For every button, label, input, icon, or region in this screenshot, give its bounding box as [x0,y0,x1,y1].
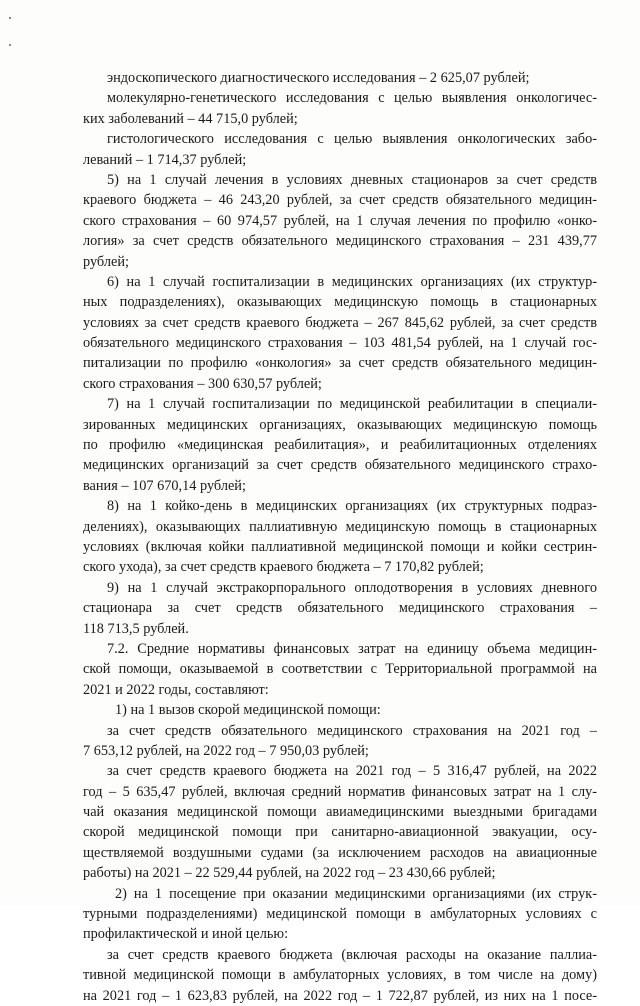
text-line: за счет средств краевого бюджета (включая расходы на оказание паллиа- [107,946,597,963]
text-line: ных подразделениях), оказывающих медицинскую помощь в стационарных [83,294,597,311]
text-line: за счет средств обязательного медицинского страхования на 2021 год – [107,722,597,739]
text-line: гистологического исследования с целью выявления онкологических забо- [107,131,597,148]
text-line: чай оказания медицинской помощи авиамедицинскими выездными бригадами [83,804,597,821]
text-line: молекулярно-генетического исследования с целью выявления онкологичес- [107,90,597,107]
scan-speck [9,44,11,46]
text-line: профилактической и иной целью: [83,926,289,943]
text-line: медицинских организаций за счет средств обязательного медицинского страхо- [83,457,597,474]
scan-speck [9,17,11,19]
text-line: 118 713,5 рублей. [83,620,189,637]
text-line: обязательного медицинского страхования – 103 481,54 рублей, на 1 случай гос- [83,335,597,352]
text-line: рублей; [83,253,129,270]
text-line: турными подразделениями) медицинской помощи в амбулаторных условиях с [83,906,597,923]
text-line: 6) на 1 случай госпитализации в медицинских организациях (их структур- [107,273,597,290]
text-line: скорой медицинской помощи при санитарно-авиационной эвакуации, осу- [83,824,597,841]
text-line: делениях), оказывающих паллиативную медицинскую помощь в стационарных [83,518,597,535]
text-line: 7 653,12 рублей, на 2022 год – 7 950,03 рублей; [83,742,369,759]
text-line: 2) на 1 посещение при оказании медицинскими организациями (их струк- [115,885,597,902]
text-line: 7) на 1 случай госпитализации по медицинской реабилитации в специали- [107,396,597,413]
text-line: работы) на 2021 – 22 529,44 рублей, на 2022 год – 23 430,66 рублей; [83,865,496,882]
text-line: на 2021 год – 1 623,83 рублей, на 2022 год – 1 722,87 рублей, из них на 1 посе- [83,987,597,1004]
text-line: питализации по профилю «онкология» за счет средств обязательного медицин- [83,355,597,372]
text-line: ких заболеваний – 44 715,0 рублей; [83,110,298,127]
text-line: 1) на 1 вызов скорой медицинской помощи: [115,702,381,719]
text-line: год – 5 635,47 рублей, включая средний норматив финансовых затрат на 1 слу- [83,783,597,800]
document-body [83,68,597,1006]
text-line: 2021 и 2022 годы, составляют: [83,681,269,698]
text-line: леваний – 1 714,37 рублей; [83,151,247,168]
text-line: 5) на 1 случай лечения в условиях дневных стационаров за счет средств [107,171,597,188]
text-line: ского страхования – 60 974,57 рублей, на 1 случая лечения по профилю «онко- [83,212,597,229]
text-line: ской помощи, оказываемой в соответствии с Территориальной программой на [83,661,597,678]
text-line: ществляемой воздушными судами (за исключением расходов на авиационные [83,844,597,861]
text-line: ского страхования – 300 630,57 рублей; [83,375,322,392]
text-line: стационара за счет средств обязательного медицинского страхования – [83,600,597,617]
text-line: за счет средств краевого бюджета на 2021 год – 5 316,47 рублей, на 2022 [107,763,597,780]
text-line: эндоскопического диагностического исследования – 2 625,07 рублей; [107,70,530,86]
text-line: 7.2. Средние нормативы финансовых затрат на единицу объема медицин- [107,640,597,657]
text-line: условиях (включая койки паллиативной медицинской помощи и койки сестрин- [83,538,597,555]
text-line: тивной медицинской помощи в амбулаторных условиях, в том числе на дому) [83,967,597,984]
text-line: логия» за счет средств обязательного медицинского страхования – 231 439,77 [83,233,597,250]
text-line: вания – 107 670,14 рублей; [83,477,246,494]
text-line: по профилю «медицинская реабилитация», и реабилитационных отделениях [83,437,597,454]
text-line: ского ухода), за счет средств краевого бюджета – 7 170,82 рублей; [83,559,484,576]
text-line: 9) на 1 случай экстракорпорального оплодотворения в условиях дневного [107,579,597,596]
text-line: условиях за счет средств краевого бюджета – 267 845,62 рублей, за счет средств [83,314,597,331]
text-line: краевого бюджета – 46 243,20 рублей, за счет средств обязательного медицин- [83,192,597,209]
text-line: 8) на 1 койко-день в медицинских организациях (их структурных подраз- [107,498,597,515]
text-line: зированных медицинских организациях, оказывающих медицинскую помощь [83,416,597,433]
